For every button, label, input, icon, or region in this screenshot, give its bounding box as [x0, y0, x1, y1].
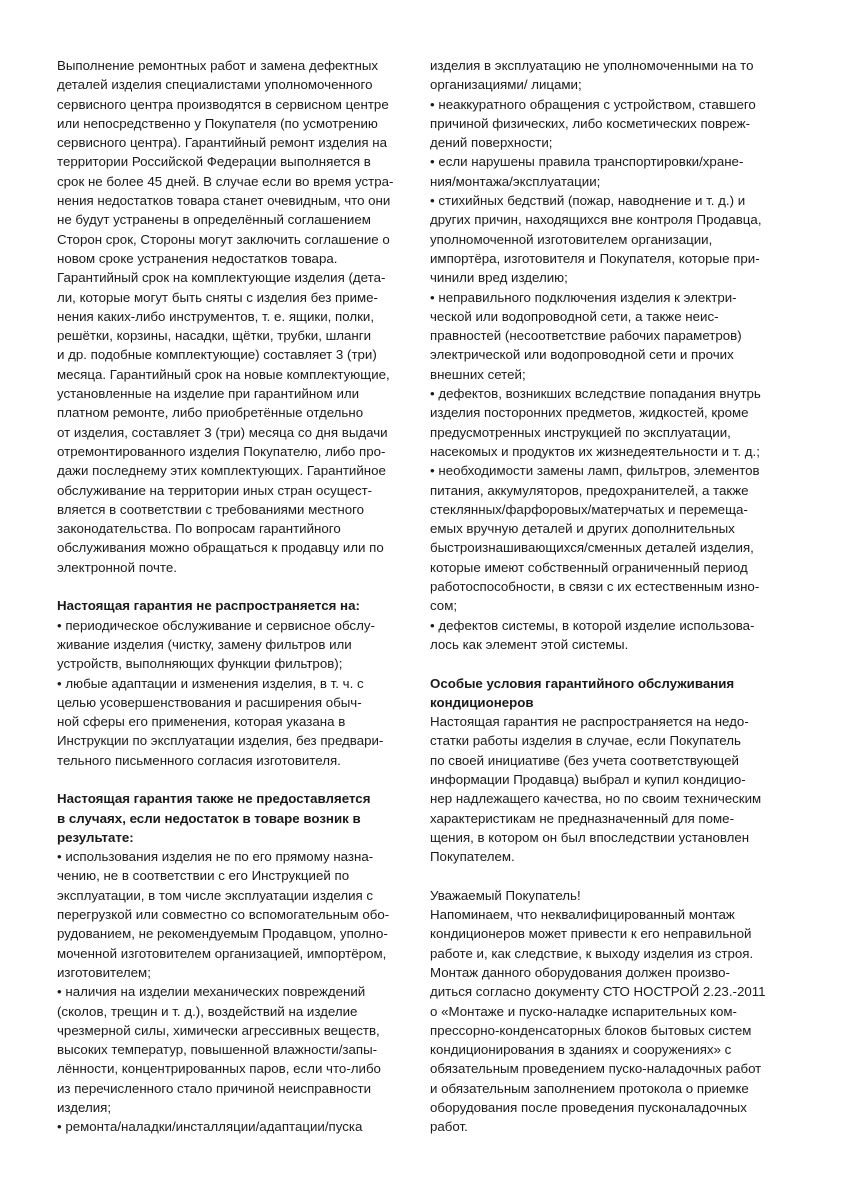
text-line: Инструкции по эксплуатации изделия, без предвари-	[57, 733, 384, 749]
text-line: • неаккуратного обращения с устройством, ставшего	[430, 96, 756, 112]
text-line: целью усовершенствования и расширения обыч-	[57, 694, 362, 710]
text-line: деталей изделия специалистами уполномоченного	[57, 77, 373, 93]
text-line: обслуживание на территории иных стран осущест-	[57, 482, 373, 498]
text-line: Покупателем.	[430, 849, 515, 865]
text-line: оборудования после проведения пусконаладочных	[430, 1100, 747, 1116]
text-line: ческой или водопроводной сети, а также неис-	[430, 308, 719, 324]
text-line: Напоминаем, что неквалифицированный монтаж	[430, 907, 735, 923]
text-line: дажи последнему этих комплектующих. Гарантийное	[57, 463, 386, 479]
text-line: питания, аккумуляторов, предохранителей, а также	[430, 482, 749, 498]
text-line: нения недостатков товара станет очевидным, что они	[57, 193, 391, 209]
text-line: лось как элемент этой системы.	[430, 636, 629, 652]
paragraph-gap	[57, 577, 413, 596]
text-line: решётки, корзины, насадки, щётки, трубки, шланги	[57, 328, 372, 344]
text-line: уполномоченной изготовителем организации,	[430, 231, 713, 247]
paragraph-gap	[430, 654, 786, 673]
text-line: насекомых и продуктов их жизнедеятельности и т. д.;	[430, 443, 760, 459]
left-column	[57, 56, 413, 1137]
text-line: чрезмерной силы, химически агрессивных веществ,	[57, 1022, 380, 1038]
section-heading-line: кондиционеров	[430, 694, 534, 710]
text-line: • любые адаптации и изменения изделия, в т. ч. с	[57, 675, 364, 691]
section-heading-line: Настоящая гарантия также не предоставляется	[57, 791, 371, 807]
text-line: перегрузкой или совместно со вспомогательным обо-	[57, 907, 390, 923]
text-line: из перечисленного стало причиной неисправности	[57, 1080, 372, 1096]
text-line: изготовителем;	[57, 964, 151, 980]
text-line: лённости, концентрированных паров, если что-либо	[57, 1061, 381, 1077]
section-heading-line: Особые условия гарантийного обслуживания	[430, 675, 735, 691]
text-line: работоспособности, в связи с их естественным изно-	[430, 579, 760, 595]
text-line: быстроизнашивающихся/сменных деталей изделия,	[430, 540, 754, 556]
text-line: чению, не в соответствии с его Инструкцией по	[57, 868, 350, 884]
text-line: вляется в соответствии с требованиями местного	[57, 501, 365, 517]
text-line: обслуживания можно обращаться к продавцу или по	[57, 540, 384, 556]
text-line: обязательным проведением пуско-наладочных работ	[430, 1061, 762, 1077]
text-line: диться согласно документу СТО НОСТРОЙ 2.23.-2011	[430, 984, 766, 1000]
text-line: законодательства. По вопросам гарантийного	[57, 521, 341, 537]
text-line: ния/монтажа/эксплуатации;	[430, 173, 601, 189]
text-line: по своей инициативе (без учета соответствующей	[430, 752, 739, 768]
text-line: Сторон срок, Стороны могут заключить соглашение о	[57, 231, 390, 247]
text-line: Монтаж данного оборудования должен произво-	[430, 964, 730, 980]
section-heading-line: Настоящая гарантия не распространяется на:	[57, 598, 360, 614]
text-line: нения каких-либо инструментов, т. е. ящики, полки,	[57, 308, 375, 324]
text-line: территории Российской Федерации выполняется в	[57, 154, 371, 170]
text-line: или непосредственно у Покупателя (по усмотрению	[57, 115, 378, 131]
text-line: чинили вред изделию;	[430, 270, 568, 286]
text-line: других причин, находящихся вне контроля Продавца,	[430, 212, 762, 228]
text-line: устройств, выполняющих функции фильтров);	[57, 656, 343, 672]
paragraph-gap	[57, 770, 413, 789]
text-line: месяца. Гарантийный срок на новые комплектующие,	[57, 366, 390, 382]
text-line: электрической или водопроводной сети и прочих	[430, 347, 734, 363]
text-line: (сколов, трещин и т. д.), воздействий на изделие	[57, 1003, 358, 1019]
text-line: платном ремонте, либо приобретённые отдельно	[57, 405, 364, 421]
text-line: рудованием, не рекомендуемым Продавцом, уполно-	[57, 926, 388, 942]
text-line: • неправильного подключения изделия к электри-	[430, 289, 737, 305]
text-line: • стихийных бедствий (пожар, наводнение и т. д.) и	[430, 193, 746, 209]
text-line: сервисного центра производятся в сервисном центре	[57, 96, 389, 112]
text-line: отремонтированного изделия Покупателю, либо про-	[57, 443, 386, 459]
text-line: • дефектов, возникших вследствие попадания внутрь	[430, 386, 761, 402]
right-column	[430, 56, 786, 1137]
text-line: щения, в котором он был впоследствии установлен	[430, 829, 750, 845]
text-line: ной сферы его применения, которая указана в	[57, 714, 346, 730]
text-line: статки работы изделия в случае, если Покупатель	[430, 733, 741, 749]
text-line: и обязательным заполнением протокола о приемке	[430, 1080, 749, 1096]
text-line: дений поверхности;	[430, 135, 553, 151]
text-line: импортёра, изготовителя и Покупателя, которые при-	[430, 250, 760, 266]
text-line: Уважаемый Покупатель!	[430, 887, 581, 903]
text-line: прессорно-конденсаторных блоков бытовых систем	[430, 1022, 752, 1038]
text-line: информации Продавца) выбрал и купил кондицио-	[430, 771, 746, 787]
text-line: электронной почте.	[57, 559, 177, 575]
text-line: эксплуатации, в том числе эксплуатации изделия с	[57, 887, 374, 903]
text-line: • использования изделия не по его прямому назна-	[57, 849, 374, 865]
text-line: кондиционеров может привести к его неправильной	[430, 926, 752, 942]
section-heading-line: результате:	[57, 829, 134, 845]
text-line: и др. подобные комплектующие) составляет 3 (три)	[57, 347, 377, 363]
text-line: внешних сетей;	[430, 366, 526, 382]
text-line: изделия посторонних предметов, жидкостей, кроме	[430, 405, 749, 421]
text-line: нер надлежащего качества, но по своим техническим	[430, 791, 762, 807]
text-line: изделия;	[57, 1100, 112, 1116]
text-line: работе и, как следствие, к выходу изделия из строя.	[430, 945, 754, 961]
text-line: ли, которые могут быть сняты с изделия без приме-	[57, 289, 378, 305]
text-line: сервисного центра). Гарантийный ремонт изделия на	[57, 135, 388, 151]
text-line: Гарантийный срок на комплектующие изделия (дета-	[57, 270, 386, 286]
text-line: установленные на изделие при гарантийном или	[57, 386, 360, 402]
text-line: предусмотренных инструкцией по эксплуатации,	[430, 424, 731, 440]
text-line: • периодическое обслуживание и сервисное обслу-	[57, 617, 375, 633]
text-line: высоких температур, повышенной влажности/запы-	[57, 1042, 378, 1058]
text-line: живание изделия (чистку, замену фильтров или	[57, 636, 352, 652]
text-line: • необходимости замены ламп, фильтров, элементов	[430, 463, 760, 479]
text-line: правностей (несоответствие рабочих параметров)	[430, 328, 742, 344]
text-line: причиной физических, либо косметических повреж-	[430, 115, 751, 131]
text-line: которые имеют собственный ограниченный период	[430, 559, 748, 575]
text-line: моченной изготовителем организацией, импортёром,	[57, 945, 387, 961]
text-line: • наличия на изделии механических повреждений	[57, 984, 366, 1000]
text-line: кондиционирования в зданиях и сооружениях» с	[430, 1042, 732, 1058]
text-line: тельного письменного согласия изготовителя.	[57, 752, 341, 768]
text-line: • ремонта/наладки/инсталляции/адаптации/пуска	[57, 1119, 363, 1135]
text-line: о «Монтаже и пуско-наладке испарительных ком-	[430, 1003, 737, 1019]
text-line: новом сроке устранения недостатков товара.	[57, 250, 338, 266]
text-line: емых вручную деталей и других дополнительных	[430, 521, 735, 537]
text-line: работ.	[430, 1119, 468, 1135]
text-line: Настоящая гарантия не распространяется на недо-	[430, 714, 749, 730]
section-heading-line: в случаях, если недостаток в товаре возник в	[57, 810, 361, 826]
text-line: стеклянных/фарфоровых/матерчатых и перемеща-	[430, 501, 748, 517]
text-line: не будут устранены в определённый соглашением	[57, 212, 371, 228]
text-line: • дефектов системы, в которой изделие использова-	[430, 617, 755, 633]
text-line: срок не более 45 дней. В случае если во время устра-	[57, 173, 394, 189]
text-line: • если нарушены правила транспортировки/хране-	[430, 154, 744, 170]
text-line: изделия в эксплуатацию не уполномоченными на то	[430, 58, 754, 73]
text-line: организациями/ лицами;	[430, 77, 582, 93]
text-line: характеристикам не предназначенный для поме-	[430, 810, 734, 826]
text-line: Выполнение ремонтных работ и замена дефектных	[57, 58, 379, 73]
text-line: от изделия, составляет 3 (три) месяца со дня выдачи	[57, 424, 388, 440]
text-line: сом;	[430, 598, 458, 614]
paragraph-gap	[430, 866, 786, 885]
